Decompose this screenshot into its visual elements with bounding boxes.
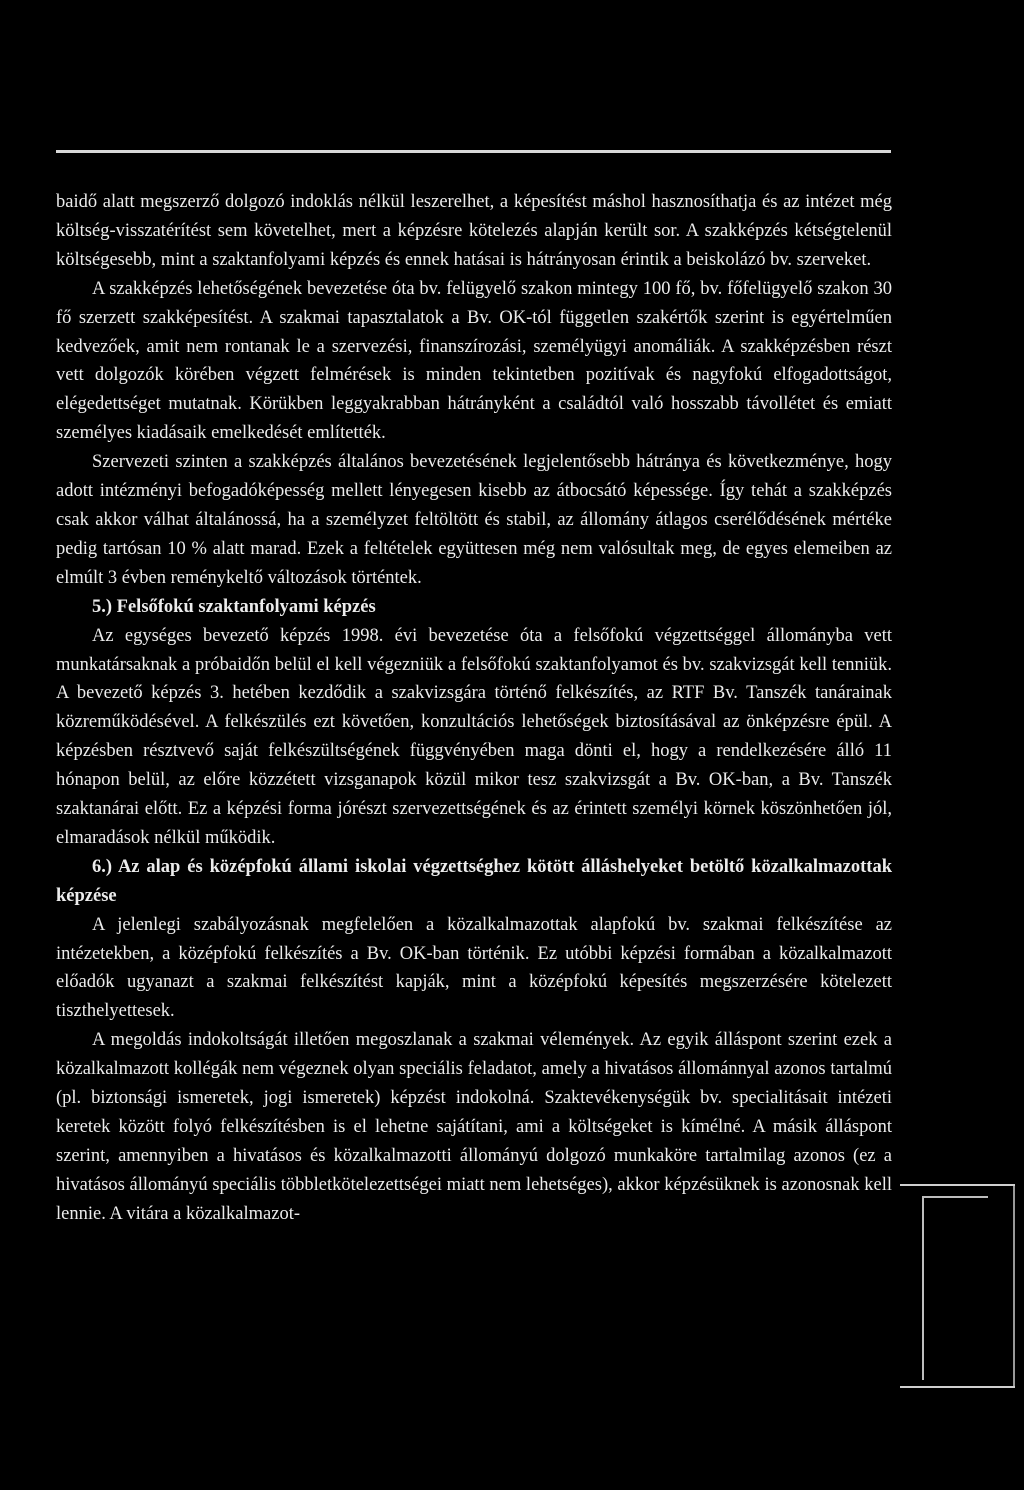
section-number-6: 6.) [92, 856, 113, 877]
paragraph-2: A szakképzés lehetőségének bevezetése óta bv. felügyelő szakon mintegy 100 fő, bv. főfelügyelő szakon 30 fő szerzett szakképesítést. A szakmai tapasztalatok a Bv. OK-tól független szakértők szerint is egyértelműen kedvezőek, amit nem rontanak le a szervezési, finanszírozási, személyügyi anomáliák. A szakképzésben részt vett dolgozók körében végzett felmérések is minden tekintetben pozitívak és nagyfokú elfogadottságot, elégedettséget mutatnak. Körükben leggyakrabban hátrányként a családtól való hosszabb távollétet és emiatt személyes kiadásaik emelkedését említették. [56, 278, 892, 444]
margin-frame-graphic [900, 1184, 1015, 1388]
paragraph-6: A megoldás indokoltságát illetően megoszlanak a szakmai vélemények. Az egyik álláspont szerint ezek a közalkalmazott kollégák nem végeznek olyan speciális feladatot, amely a hivatásos állománnyal azonos tartalmú (pl. biztonsági ismeretek, jogi ismeretek) képzést indokolná. Szaktevékenységük bv. specialitásait intézeti keretek között folyó felkészítésben is el lehetne sajátítani, ami a költségeket is kímélné. A másik álláspont szerint, amennyiben a hivatásos és közalkalmazotti állományú dolgozó munkaköre tartalmilag azonos (ez a hivatásos állományú speciális többletkötelezettségei miatt nem lehetséges), akkor képzésüknek is azonosnak kell lennie. A vitára a közalkalmazot- [56, 1030, 892, 1224]
margin-frame-edge [1013, 1186, 1015, 1386]
paragraph-4: Az egységes bevezető képzés 1998. évi bevezetése óta a felsőfokú végzettséggel állományba vett munkatársaknak a próbaidőn belül el kell végezniük a felsőfokú szaktanfolyamot és bv. szakvizsgát kell tenniük. A bevezető képzés 3. hetében kezdődik a szakvizsgára történő felkészítés, az RTF Bv. Tanszék tanárainak közreműködésével. A felkészülés ezt követően, konzultációs lehetőségek biztosításával az önképzésre épül. A képzésben résztvevő saját felkészültségének függvényében maga dönti el, hogy a rendelkezésére álló 11 hónapon belül, az előre közzétett vizsganapok közül mikor tesz szakvizsgát a Bv. OK-ban, a Bv. Tanszék szaktanárai előtt. Ez a képzési forma jórészt szervezettségének és az érintett személyi körnek köszönhetően jól, elmaradások nélkül működik. [56, 625, 892, 848]
paragraph-5: A jelenlegi szabályozásnak megfelelően a közalkalmazottak alapfokú bv. szakmai felkészítése az intézetekben, a középfokú felkészítés a Bv. OK-ban történik. Ez utóbbi képzési formában a közalkalmazott előadók ugyanazt a szakmai felkészítést kapják, mint a középfokú képesítés megszerzésére kötelezett tiszthelyettesek. [56, 914, 892, 1022]
section-heading-6 [56, 853, 892, 911]
section-heading-5 [56, 593, 892, 622]
page-body [56, 188, 892, 1229]
paragraph-1: baidő alatt megszerző dolgozó indoklás nélkül leszerelhet, a képesítést máshol hasznosíthatja és az intézet még költség-visszatérítést sem követelhet, mert a képzésre kötelezés alapján került sor. A szakképzés kétségtelenül költségesebb, mint a szaktanfolyami képzés és ennek hatásai is hátrányosan érintik a beiskolázó bv. szerveket. [56, 192, 892, 270]
section-title-6: Az alap és középfokú állami iskolai végzettséghez kötött álláshelyeket betöltő közalkalmazottak képzése [56, 856, 892, 906]
section-number-5: 5.) [92, 596, 113, 617]
top-rule [56, 150, 891, 153]
margin-frame-inner [922, 1196, 988, 1380]
paragraph-3: Szervezeti szinten a szakképzés általános bevezetésének legjelentősebb hátránya és következménye, hogy adott intézményi befogadóképesség mellett lényegesen kisebb az átbocsátó képessége. Így tehát a szakképzés csak akkor válhat általánossá, ha a személyzet feltöltött és stabil, az állomány átlagos cserélődésének mértéke pedig tartósan 10 % alatt marad. Ezek a feltételek együttesen még nem valósultak meg, de egyes elemeiben az elmúlt 3 évben reménykeltő változások történtek. [56, 452, 892, 588]
section-title-5: Felsőfokú szaktanfolyami képzés [116, 596, 376, 617]
